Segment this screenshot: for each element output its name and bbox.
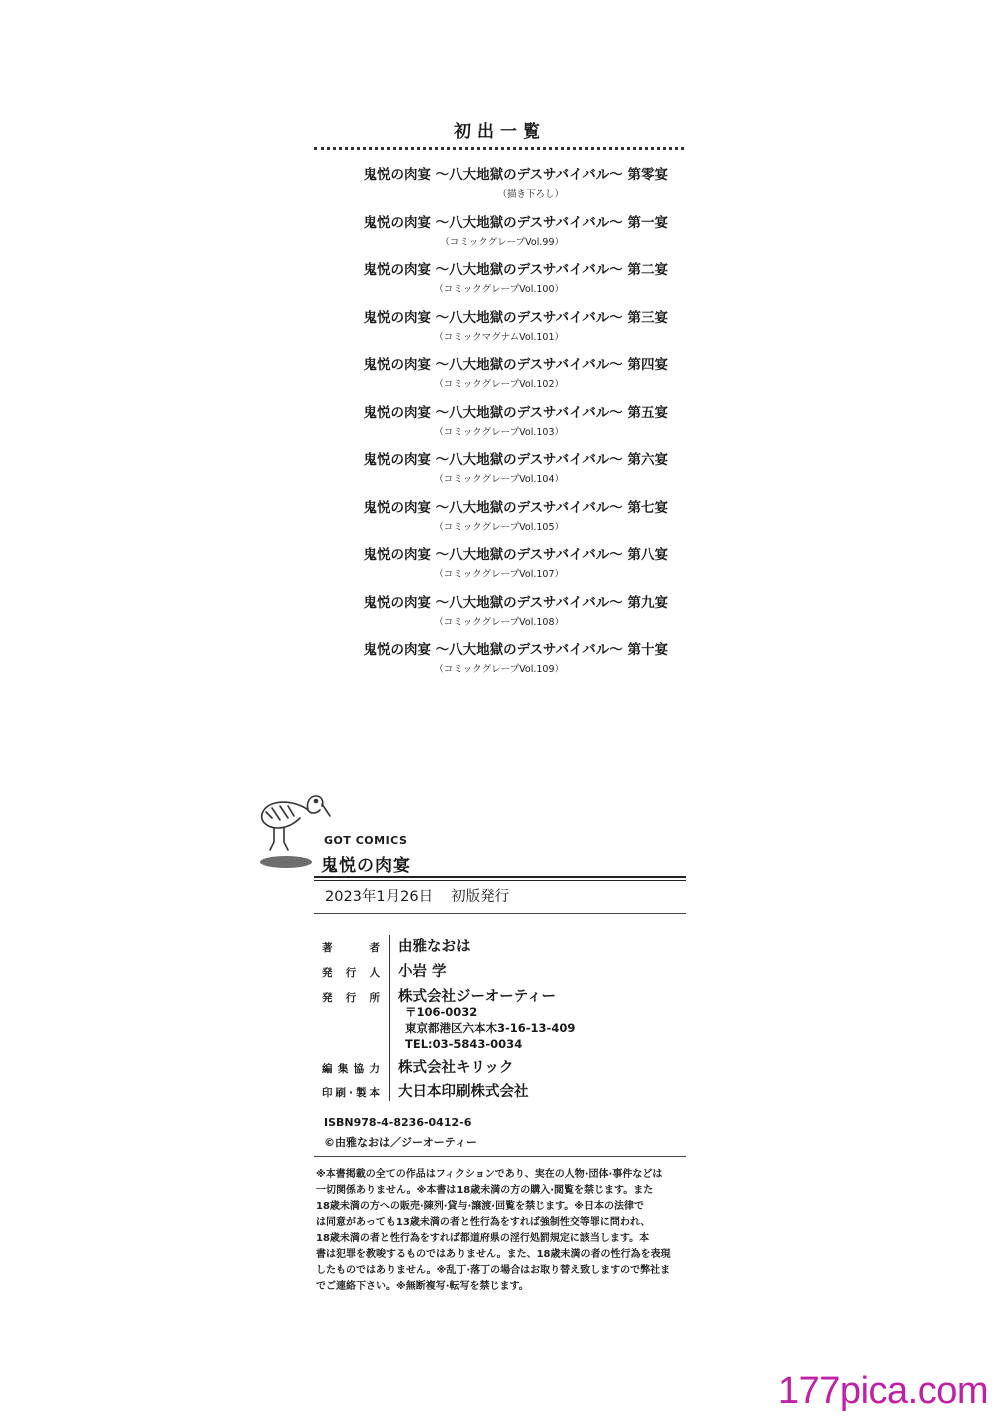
publisher-person: 小岩 学 [398, 964, 447, 980]
list-item [314, 166, 668, 214]
postal-code: 〒106-0032 [405, 1005, 478, 1019]
entry-source: （コミックグレープVol.100） [434, 284, 564, 295]
printing-label: 印刷·製本 [322, 1087, 380, 1099]
entry-title: 鬼悦の肉宴 〜八大地獄のデスサバイバル〜 第七宴 [363, 499, 668, 516]
copyright: ©由雅なおは／ジーオーティー [324, 1136, 477, 1149]
entry-source: （コミックグレープVol.107） [434, 569, 564, 580]
divider [314, 1156, 686, 1157]
entry-title: 鬼悦の肉宴 〜八大地獄のデスサバイバル〜 第六宴 [363, 452, 668, 468]
list-item [314, 261, 668, 309]
entry-title: 鬼悦の肉宴 〜八大地獄のデスサバイバル〜 第十宴 [363, 642, 668, 658]
author-name: 由雅なおは [398, 939, 471, 955]
notice-line: 書は犯罪を教唆するものではありません。また、18歳未満の者の性行為を表現 [316, 1249, 671, 1260]
dotted-divider [314, 147, 684, 150]
divider [314, 880, 686, 881]
list-item [314, 404, 668, 452]
notice-line: 18歳未満の方への販売·陳列·貸与·譲渡·回覧を禁じます。※日本の法律で [316, 1201, 645, 1212]
entry-source: （コミックグレープVol.109） [434, 664, 564, 675]
publisher-person-label: 発行人 [322, 967, 380, 979]
notice-line: 18歳未満の者と性行為をすれば都道府県の淫行処罰規定に該当します。本 [316, 1233, 650, 1244]
entry-title: 鬼悦の肉宴 〜八大地獄のデスサバイバル〜 第一宴 [363, 214, 668, 231]
telephone: TEL:03-5843-0034 [405, 1037, 523, 1051]
notice-line: ※本書掲載の全ての作品はフィクションであり、実在の人物·団体·事件などは [316, 1169, 663, 1180]
divider [314, 876, 686, 878]
notice-line: でご連絡下さい。※無断複写·転写を禁じます。 [316, 1281, 529, 1292]
book-title: 鬼悦の肉宴 [321, 856, 411, 876]
editing-company: 株式会社キリック [398, 1060, 514, 1076]
legal-notice [316, 1167, 696, 1295]
printing-company: 大日本印刷株式会社 [398, 1084, 529, 1100]
list-item [314, 499, 668, 547]
entry-title: 鬼悦の肉宴 〜八大地獄のデスサバイバル〜 第九宴 [363, 594, 668, 611]
address: 東京都港区六本木3-16-13-409 [405, 1021, 576, 1035]
publisher-name: 株式会社ジーオーティー [398, 989, 557, 1005]
entry-title: 鬼悦の肉宴 〜八大地獄のデスサバイバル〜 第零宴 [363, 167, 668, 183]
entry-source: （描き下ろし） [497, 189, 564, 200]
isbn: ISBN978-4-8236-0412-6 [324, 1116, 472, 1129]
list-item [314, 214, 668, 262]
entry-title: 鬼悦の肉宴 〜八大地獄のデスサバイバル〜 第四宴 [363, 357, 668, 373]
entry-source: （コミックグレープVol.108） [434, 616, 564, 628]
notice-line: 一切関係ありません。※本書は18歳未満の方の購入·閲覧を禁じます。また [316, 1185, 654, 1196]
publisher-label: 発行所 [322, 992, 380, 1004]
notice-line: したものではありません。※乱丁·落丁の場合はお取り替え致しますので弊社ま [316, 1265, 671, 1276]
entry-source: （コミックグレープVol.102） [434, 379, 564, 390]
list-item [314, 594, 668, 642]
watermark: 177pica.com [778, 1370, 988, 1412]
entry-title: 鬼悦の肉宴 〜八大地獄のデスサバイバル〜 第八宴 [363, 547, 668, 563]
entry-source: （コミックグレープVol.103） [434, 426, 564, 438]
date-text: 2023年1月26日 [325, 889, 434, 905]
label-name: GOT COMICS [324, 834, 408, 847]
list-item [314, 641, 668, 689]
publication-date [325, 885, 509, 906]
divider [314, 913, 686, 914]
entry-title: 鬼悦の肉宴 〜八大地獄のデスサバイバル〜 第二宴 [363, 262, 668, 278]
list-item [314, 356, 668, 404]
editing-label: 編集協力 [322, 1063, 380, 1075]
author-label: 著者 [322, 942, 380, 954]
list-item [314, 309, 668, 357]
entry-title: 鬼悦の肉宴 〜八大地獄のデスサバイバル〜 第三宴 [363, 309, 668, 326]
entry-source: （コミックグレープVol.99） [440, 236, 564, 248]
listing-title: 初出一覧 [454, 122, 546, 142]
column-divider [389, 935, 390, 1101]
edition-text: 初版発行 [451, 889, 510, 905]
list-item [314, 546, 668, 594]
list-item [314, 451, 668, 499]
entry-source: （コミックグレープVol.104） [434, 474, 564, 485]
bird-logo-icon [252, 788, 332, 872]
entry-title: 鬼悦の肉宴 〜八大地獄のデスサバイバル〜 第五宴 [363, 404, 668, 421]
entry-source: （コミックマグナムVol.101） [434, 331, 564, 343]
entry-source: （コミックグレープVol.105） [434, 521, 564, 533]
notice-line: は同意があっても13歳未満の者と性行為をすれば強制性交等罪に問われ、 [316, 1217, 651, 1228]
first-appearance-list [314, 166, 668, 689]
